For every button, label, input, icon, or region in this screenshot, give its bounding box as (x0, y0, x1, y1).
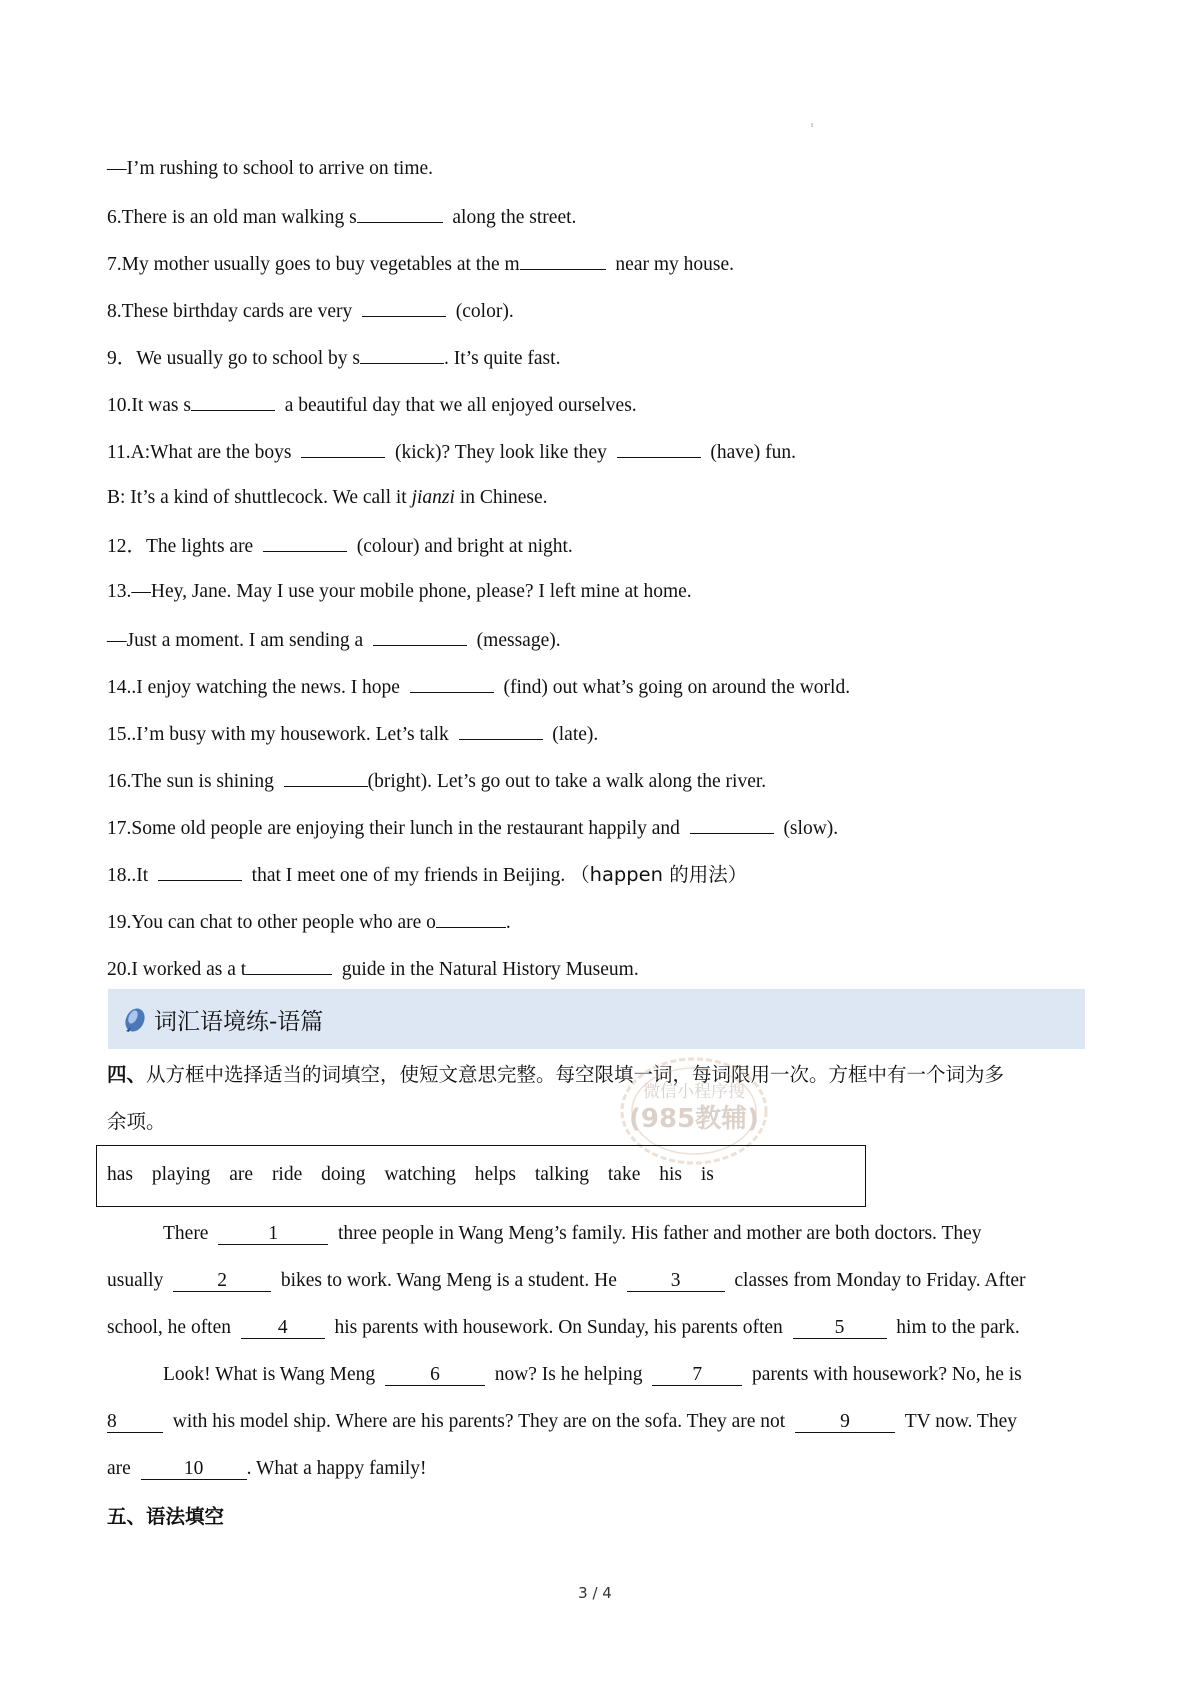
passage-line-6: are 10 . What a happy family! (107, 1458, 427, 1479)
answer-blank[interactable] (191, 392, 275, 411)
answer-blank[interactable] (617, 439, 701, 458)
section-banner-title: 词汇语境练-语篇 (154, 1009, 324, 1035)
question-20: 20.I worked as a t guide in the Natural History Museum. (107, 956, 639, 982)
word-bank-item: is (700, 1164, 714, 1185)
answer-blank[interactable] (459, 721, 543, 740)
passage-line-2: usually 2 bikes to work. Wang Meng is a student. He 3 classes from Monday to Friday. After (107, 1270, 1026, 1291)
svg-text:(985教辅): (985教辅) (628, 1104, 760, 1134)
word-bank-box (96, 1145, 866, 1207)
passage-blank[interactable]: 5 (793, 1318, 887, 1339)
word-bank (107, 1164, 728, 1186)
passage-line-1: There 1 three people in Wang Meng’s family. His father and mother are both doctors. They (163, 1223, 982, 1244)
answer-blank[interactable] (284, 768, 368, 787)
svg-text:微信小程序搜: 微信小程序搜 (643, 1082, 745, 1102)
word-bank-item: doing (321, 1164, 366, 1185)
question-18: 18..It that I meet one of my friends in Beijing. （happen 的用法） (107, 863, 748, 886)
question-16: 16.The sun is shining (bright). Let’s go out to take a walk along the river. (107, 768, 766, 794)
passage-blank[interactable]: 8 (107, 1412, 163, 1433)
passage-blank[interactable]: 2 (173, 1271, 271, 1292)
answer-blank[interactable] (158, 862, 242, 881)
question-15: 15..I’m busy with my housework. Let’s talk (late). (107, 721, 598, 747)
passage-blank[interactable]: 3 (627, 1271, 725, 1292)
question-13: 13.—Hey, Jane. May I use your mobile phone, please? I left mine at home. (107, 581, 692, 602)
section-5-title: 五、语法填空 (107, 1505, 225, 1528)
section-4-instruction-cont: 余项。 (107, 1110, 166, 1133)
passage-blank[interactable]: 7 (652, 1365, 742, 1386)
answer-blank[interactable] (690, 815, 774, 834)
passage-line-4: Look! What is Wang Meng 6 now? Is he helping 7 parents with housework? No, he is (163, 1364, 1022, 1385)
question-6: 6.There is an old man walking s along the street. (107, 204, 576, 230)
section-4-instruction: 四、从方框中选择适当的词填空，使短文意思完整。每空限填一词，每词限用一次。方框中有一个词为多 (107, 1063, 1005, 1086)
page-number: 3 / 4 (578, 1584, 612, 1602)
word-bank-item: helps (474, 1164, 516, 1185)
question-11: 11.A:What are the boys (kick)? They look like they (have) fun. (107, 439, 796, 465)
answer-blank[interactable] (436, 909, 506, 928)
answer-blank[interactable] (520, 251, 606, 270)
question-7: 7.My mother usually goes to buy vegetables at the m near my house. (107, 251, 734, 277)
word-bank-item: watching (384, 1164, 456, 1185)
question-10: 10.It was s a beautiful day that we all enjoyed ourselves. (107, 392, 637, 418)
question-13-reply: —Just a moment. I am sending a (message). (107, 627, 561, 653)
passage-blank[interactable]: 10 (141, 1459, 247, 1480)
answer-blank[interactable] (263, 533, 347, 552)
question-8: 8.These birthday cards are very (color). (107, 298, 514, 324)
word-bank-item: talking (534, 1164, 590, 1185)
question-9: 9．We usually go to school by s . It’s quite fast. (107, 345, 560, 371)
passage-blank[interactable]: 1 (218, 1224, 328, 1245)
line-dialogue-answer: —I’m rushing to school to arrive on time. (107, 158, 434, 179)
answer-blank[interactable] (373, 627, 467, 646)
passage-blank[interactable]: 6 (385, 1365, 485, 1386)
passage-blank[interactable]: 4 (241, 1318, 325, 1339)
question-19: 19.You can chat to other people who are o . (107, 909, 511, 935)
word-bank-item: his (659, 1164, 683, 1185)
answer-blank[interactable] (410, 674, 494, 693)
answer-blank[interactable] (362, 298, 446, 317)
pencil-icon (122, 1003, 148, 1035)
question-14: 14..I enjoy watching the news. I hope (find) out what’s going on around the world. (107, 674, 850, 700)
word-bank-item: take (607, 1164, 641, 1185)
word-bank-item: are (229, 1164, 254, 1185)
passage-blank[interactable]: 9 (795, 1412, 895, 1433)
answer-blank[interactable] (246, 956, 332, 975)
question-17: 17.Some old people are enjoying their lunch in the restaurant happily and (slow). (107, 815, 838, 841)
question-12: 12．The lights are (colour) and bright at night. (107, 533, 573, 559)
section-banner (108, 989, 1085, 1049)
word-bank-item: playing (151, 1164, 211, 1185)
word-bank-item: has (107, 1164, 133, 1185)
word-bank-item: ride (271, 1164, 303, 1185)
answer-blank[interactable] (301, 439, 385, 458)
passage-line-5: 8 with his model ship. Where are his parents? They are on the sofa. They are not 9 TV now. They (107, 1411, 1017, 1432)
corner-mark: ι (811, 120, 814, 129)
answer-blank[interactable] (360, 345, 444, 364)
passage-line-3: school, he often 4 his parents with housework. On Sunday, his parents often 5 him to the park. (107, 1317, 1020, 1338)
question-11-reply: B: It’s a kind of shuttlecock. We call it jianzi in Chinese. (107, 487, 548, 508)
answer-blank[interactable] (357, 204, 443, 223)
